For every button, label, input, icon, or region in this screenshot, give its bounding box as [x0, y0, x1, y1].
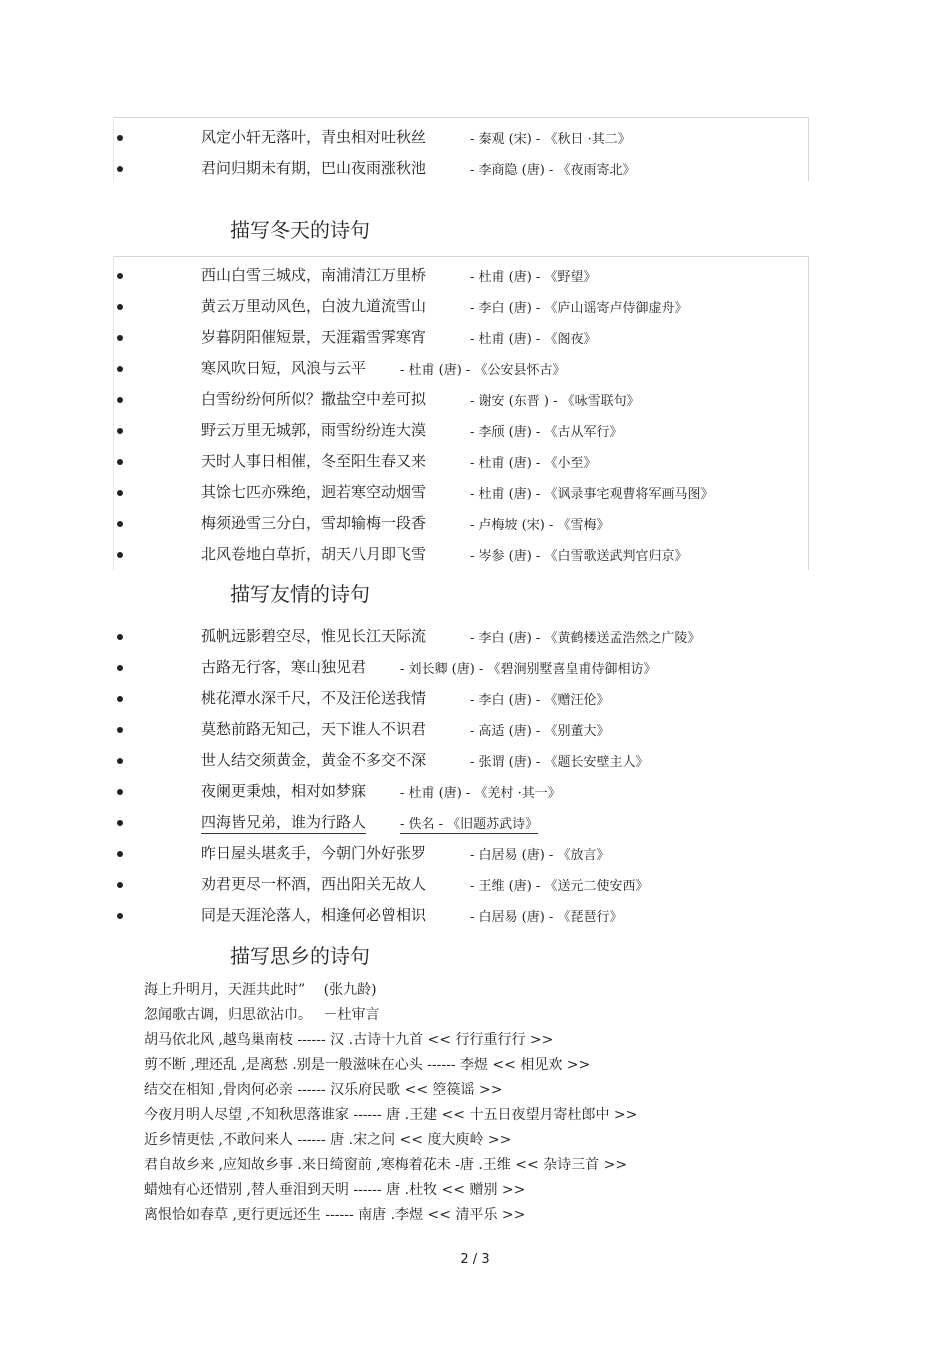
verse-text: 古路无行客，寒山独见君 [201, 658, 367, 676]
bullet-icon [117, 789, 123, 795]
poem-line [0, 870, 950, 901]
bullet-icon [117, 304, 123, 310]
verse-source: - 杜甫 (唐) - 《小至》 [470, 456, 597, 471]
verse-text: 莫愁前路无知己，天下谁人不识君 [201, 720, 427, 738]
verse-text: 天时人事日相催，冬至阳生春又来 [201, 452, 427, 470]
poem-line [0, 746, 950, 777]
page-number: 2 / 3 [460, 1252, 490, 1267]
bullet-icon [117, 135, 123, 141]
verse-text: 梅须逊雪三分白，雪却输梅一段香 [201, 514, 427, 532]
bullet-icon [117, 913, 123, 919]
bullet-icon [117, 552, 123, 558]
poem-line [0, 540, 950, 571]
verse-source: - 李白 (唐) - 《黄鹤楼送孟浩然之广陵》 [470, 631, 701, 646]
verse-source: - 杜甫 (唐) - 《野望》 [470, 270, 597, 285]
bullet-icon [117, 758, 123, 764]
verse-text: 君问归期未有期，巴山夜雨涨秋池 [201, 159, 427, 177]
verse-text: 昨日屋头堪炙手，今朝门外好张罗 [201, 844, 427, 862]
verse-source: - 张谓 (唐) - 《题长安壁主人》 [470, 755, 649, 770]
bullet-icon [117, 335, 123, 341]
bullet-icon [117, 665, 123, 671]
verse-text: 西山白雪三城戍，南浦清江万里桥 [201, 266, 427, 284]
bullet-icon [117, 273, 123, 279]
verse-source: - 佚名 - 《旧题苏武诗》 [400, 813, 538, 834]
poem-line [0, 509, 950, 540]
verse-source: - 李颀 (唐) - 《古从军行》 [470, 425, 623, 440]
verse-text: 白雪纷纷何所似？撒盐空中差可拟 [201, 390, 427, 408]
poem-line [0, 777, 950, 808]
homesick-line: 胡马依北风 ,越鸟巢南枝 ------ 汉 .古诗十九首 << 行行重行行 >> [144, 1032, 554, 1048]
verse-source: - 杜甫 (唐) - 《公安县怀古》 [400, 363, 566, 378]
verse-text: 寒风吹日短，风浪与云平 [201, 359, 367, 377]
bullet-icon [117, 166, 123, 172]
bullet-icon [117, 490, 123, 496]
homesick-line: 今夜月明人尽望 ,不知秋思落谁家 ------ 唐 .王建 << 十五日夜望月寄杜郎中 >> [144, 1107, 638, 1123]
bullet-icon [117, 820, 123, 826]
verse-text: 桃花潭水深千尺，不及汪伦送我情 [201, 689, 427, 707]
homesick-line: 剪不断 ,理还乱 ,是离愁 .别是一般滋味在心头 ------ 李煜 << 相见欢 >> [144, 1057, 591, 1073]
verse-text: 劝君更尽一杯酒，西出阳关无故人 [201, 875, 427, 893]
verse-text: 岁暮阴阳催短景，天涯霜雪霁寒宵 [201, 328, 427, 346]
bullet-icon [117, 851, 123, 857]
homesick-line: 海上升明月，天涯共此时” (张九龄) [144, 982, 377, 998]
homesick-line: 近乡情更怯 ,不敢问来人 ------ 唐 .宋之问 << 度大庾岭 >> [144, 1132, 512, 1148]
poem-line [0, 354, 950, 385]
verse-source: - 杜甫 (唐) - 《讽录事宅观曹将军画马图》 [470, 487, 714, 502]
poem-line [0, 123, 950, 154]
verse-source: - 白居易 (唐) - 《琵琶行》 [470, 910, 623, 925]
poem-line [0, 839, 950, 870]
friendship-heading: 描写友情的诗句 [230, 582, 370, 606]
verse-text: 野云万里无城郭，雨雪纷纷连大漠 [201, 421, 427, 439]
bullet-icon [117, 634, 123, 640]
verse-source: - 李白 (唐) - 《庐山谣寄卢侍御虚舟》 [470, 301, 688, 316]
verse-source: - 杜甫 (唐) - 《阁夜》 [470, 332, 597, 347]
poem-line [0, 684, 950, 715]
verse-source: - 李商隐 (唐) - 《夜雨寄北》 [470, 163, 636, 178]
bullet-icon [117, 397, 123, 403]
poem-line [0, 292, 950, 323]
verse-text: 夜阑更秉烛，相对如梦寐 [201, 782, 367, 800]
verse-source: - 刘长卿 (唐) - 《碧涧别墅喜皇甫侍御相访》 [400, 662, 657, 677]
poem-line [0, 622, 950, 653]
verse-text: 黄云万里动风色，白波九道流雪山 [201, 297, 427, 315]
verse-source: - 卢梅坡 (宋) - 《雪梅》 [470, 518, 610, 533]
bullet-icon [117, 521, 123, 527]
verse-source: - 岑参 (唐) - 《白雪歌送武判官归京》 [470, 549, 688, 564]
winter-heading: 描写冬天的诗句 [230, 218, 370, 242]
homesick-line: 忽闻歌古调，归思欲沾巾。 －杜审言 [144, 1007, 380, 1023]
verse-source: - 秦观 (宋) - 《秋日 ·其二》 [470, 132, 631, 147]
poem-line [0, 154, 950, 185]
verse-text: 北风卷地白草折，胡天八月即飞雪 [201, 545, 427, 563]
homesick-line: 君自故乡来 ,应知故乡事 .来日绮窗前 ,寒梅着花未 -唐 .王维 << 杂诗三首 >> [144, 1157, 628, 1173]
poem-line [0, 447, 950, 478]
poem-line [0, 715, 950, 746]
poem-line [0, 478, 950, 509]
poem-line [0, 416, 950, 447]
poem-line [0, 385, 950, 416]
bullet-icon [117, 459, 123, 465]
bullet-icon [117, 696, 123, 702]
bullet-icon [117, 428, 123, 434]
verse-text: 同是天涯沦落人，相逢何必曾相识 [201, 906, 427, 924]
homesick-line: 蜡烛有心还惜别 ,替人垂泪到天明 ------ 唐 .杜牧 << 赠别 >> [144, 1182, 526, 1198]
verse-text: 世人结交须黄金，黄金不多交不深 [201, 751, 427, 769]
homesick-heading: 描写思乡的诗句 [230, 944, 370, 968]
homesick-line: 离恨恰如春草 ,更行更远还生 ------ 南唐 .李煜 << 清平乐 >> [144, 1207, 526, 1223]
verse-source: - 李白 (唐) - 《赠汪伦》 [470, 693, 610, 708]
verse-text: 风定小轩无落叶，青虫相对吐秋丝 [201, 128, 427, 146]
bullet-icon [117, 366, 123, 372]
poem-line [0, 261, 950, 292]
poem-line [0, 901, 950, 932]
verse-source: - 白居易 (唐) - 《放言》 [470, 848, 610, 863]
verse-text: 四海皆兄弟，谁为行路人 [201, 811, 366, 834]
homesick-line: 结交在相知 ,骨肉何必亲 ------ 汉乐府民歌 << 箜篌谣 >> [144, 1082, 503, 1098]
poem-line [0, 653, 950, 684]
verse-source: - 杜甫 (唐) - 《羌村 ·其一》 [400, 786, 561, 801]
poem-line [0, 808, 950, 839]
verse-source: - 王维 (唐) - 《送元二使安西》 [470, 879, 649, 894]
verse-source: - 谢安 (东晋 ) - 《咏雪联句》 [470, 394, 640, 409]
bullet-icon [117, 882, 123, 888]
verse-text: 其馀七匹亦殊绝，迥若寒空动烟雪 [201, 483, 427, 501]
bullet-icon [117, 727, 123, 733]
verse-source: - 高适 (唐) - 《别董大》 [470, 724, 610, 739]
poem-line [0, 323, 950, 354]
verse-text: 孤帆远影碧空尽，惟见长江天际流 [201, 627, 427, 645]
